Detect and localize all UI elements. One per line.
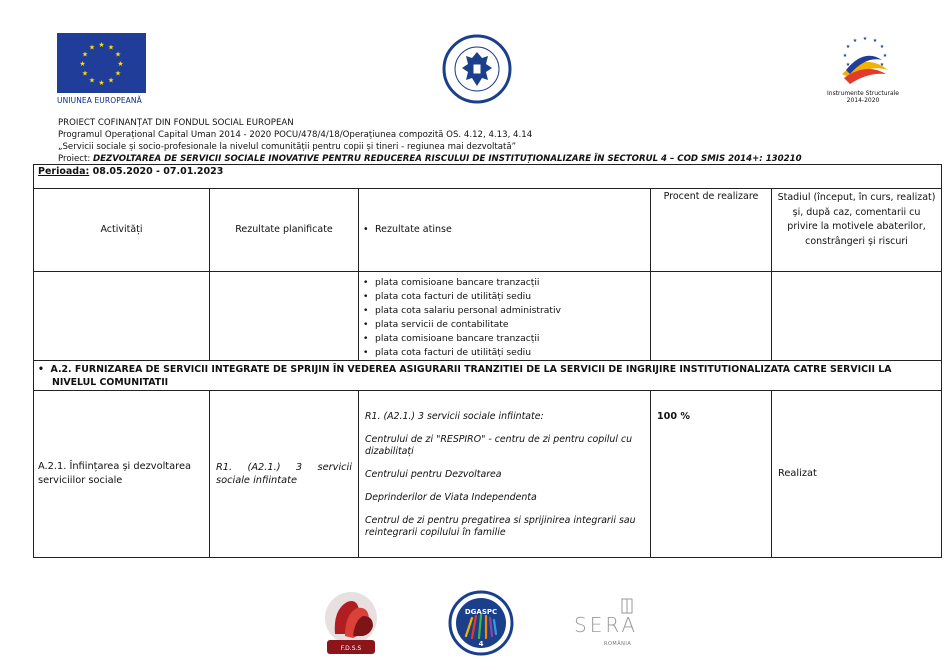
bullet-icon: •: [363, 347, 369, 358]
bullet-icon: •: [363, 319, 369, 330]
svg-text:★: ★: [107, 76, 115, 85]
empty-activity-cell: [34, 272, 210, 361]
empty-status-cell: [772, 272, 942, 361]
section-a2-header: [34, 361, 942, 391]
list-item-text: plata comisioane bancare tranzacții: [375, 277, 540, 288]
list-item: [363, 276, 646, 290]
column-header-activities: Activități: [34, 189, 210, 272]
svg-text:★: ★: [81, 50, 89, 59]
svg-text:★: ★: [842, 53, 848, 59]
bullet-icon: •: [363, 305, 369, 316]
empty-planned-cell: [210, 272, 359, 361]
svg-text:★: ★: [79, 60, 86, 68]
list-item: [363, 346, 646, 360]
header-line-program: Programul Operațional Capital Uman 2014 - 2020 POCU/478/4/18/Operațiunea compozită OS. 4.12, 4.13, 4.14: [58, 130, 533, 140]
svg-text:★: ★: [98, 79, 105, 87]
period-label: Perioada:: [38, 166, 90, 177]
header-line-cofinanced: PROIECT COFINANȚAT DIN FONDUL SOCIAL EUROPEAN: [58, 118, 294, 128]
fdss-caption: F.D.S.S: [340, 645, 362, 652]
svg-text:★: ★: [98, 41, 105, 49]
achieved-result-cell: [359, 391, 651, 558]
svg-text:★: ★: [872, 38, 878, 44]
svg-text:★: ★: [88, 43, 96, 52]
svg-text:4: 4: [478, 640, 484, 648]
achieved-line: Deprinderilor de Viata Independenta: [365, 492, 537, 503]
header-line-services: „Servicii sociale și socio-profesionale la nivelul comunității pentru copii și tineri - regiunea mai dezvoltată”: [58, 142, 517, 152]
list-item-text: plata cota salariu personal administrativ: [375, 305, 561, 316]
structural-instruments-caption: [808, 90, 918, 104]
list-item-text: plata servicii de contabilitate: [375, 319, 509, 330]
structural-instruments-logo: [820, 30, 910, 95]
period-value: 08.05.2020 - 07.01.2023: [89, 166, 224, 177]
structural-caption-line2: 2014-2020: [846, 97, 880, 104]
bullet-icon: •: [363, 291, 369, 302]
svg-text:★: ★: [879, 44, 885, 50]
svg-text:★: ★: [114, 69, 122, 78]
list-item: [363, 332, 646, 346]
period-cell: [34, 165, 942, 189]
bullet-icon: •: [363, 333, 369, 344]
dgaspc-caption: DGASPC: [464, 608, 498, 616]
activity-cell: A.2.1. Înființarea și dezvoltarea serviciilor sociale: [34, 391, 210, 558]
fdss-logo: [323, 590, 379, 656]
list-item-text: plata cota facturi de utilități sediu: [375, 291, 532, 302]
government-seal-logo: [442, 34, 512, 104]
column-header-percent: Procent de realizare: [651, 189, 772, 272]
eu-caption: UNIUNEA EUROPEANĂ: [57, 96, 142, 105]
svg-text:★: ★: [852, 38, 858, 44]
structural-caption-line1: Instrumente Structurale: [827, 90, 899, 97]
empty-percent-cell: [651, 272, 772, 361]
section-title: A.2. FURNIZAREA DE SERVICII INTEGRATE DE SPRIJIN ÎN VEDEREA ASIGURARII TRANZITIEI DE LA SERVICII DE INGRIJIRE INSTITUTIONALIZATA CATRE SERVICII LA NIVELUL COMUNITATII: [50, 364, 892, 388]
svg-text:★: ★: [81, 69, 89, 78]
column-header-achieved: [359, 189, 651, 272]
column-header-achieved-label: Rezultate atinse: [375, 224, 452, 235]
sera-subtitle: ROMÂNIA: [604, 641, 632, 647]
project-label: Proiect:: [58, 154, 94, 164]
bullet-icon: •: [38, 364, 51, 375]
bullet-icon: •: [363, 224, 369, 235]
achieved-line: Centrul de zi pentru pregatirea si sprijinirea integrarii sau reintegrarii copilului în familie: [365, 515, 636, 538]
svg-text:★: ★: [117, 60, 124, 68]
column-header-status: Stadiul (început, în curs, realizat) și, după caz, comentarii cu privire la motivele abaterilor, constrângeri și riscuri: [772, 189, 942, 272]
list-item-text: plata cota facturi de utilități sediu: [375, 347, 532, 358]
achieved-line: R1. (A2.1.) 3 servicii sociale infiintate:: [365, 411, 544, 422]
project-title: DEZVOLTAREA DE SERVICII SOCIALE INOVATIVE PENTRU REDUCEREA RISCULUI DE INSTITUȚIONALIZARE ÎN SECTORUL 4 – COD SMIS 2014+: 130210: [93, 154, 802, 164]
list-item-text: plata comisioane bancare tranzacții: [375, 333, 540, 344]
svg-text:★: ★: [862, 36, 868, 42]
svg-text:★: ★: [114, 50, 122, 59]
eu-flag-logo: [57, 33, 146, 93]
achieved-list-cell: [359, 272, 651, 361]
dgaspc-logo: [448, 588, 514, 658]
status-cell: Realizat: [772, 391, 942, 558]
percent-cell: 100 %: [651, 391, 772, 558]
planned-result-cell: R1. (A2.1.) 3 servicii sociale infiintate: [210, 391, 359, 558]
sera-wordmark: SERA: [574, 613, 639, 637]
column-header-planned: Rezultate planificate: [210, 189, 359, 272]
svg-text:★: ★: [882, 53, 888, 59]
report-table: [33, 164, 942, 558]
svg-text:★: ★: [879, 62, 885, 68]
achieved-line: Centrului de zi "RESPIRO" - centru de zi pentru copilul cu dizabilitați: [365, 434, 633, 457]
list-item: [363, 304, 646, 318]
achieved-line: Centrului pentru Dezvoltarea: [365, 469, 502, 480]
project-header: [58, 117, 802, 165]
svg-text:★: ★: [845, 44, 851, 50]
bullet-icon: •: [363, 277, 369, 288]
list-item: [363, 290, 646, 304]
svg-text:★: ★: [845, 62, 851, 68]
list-item: [363, 318, 646, 332]
svg-text:★: ★: [88, 76, 96, 85]
svg-text:★: ★: [107, 43, 115, 52]
